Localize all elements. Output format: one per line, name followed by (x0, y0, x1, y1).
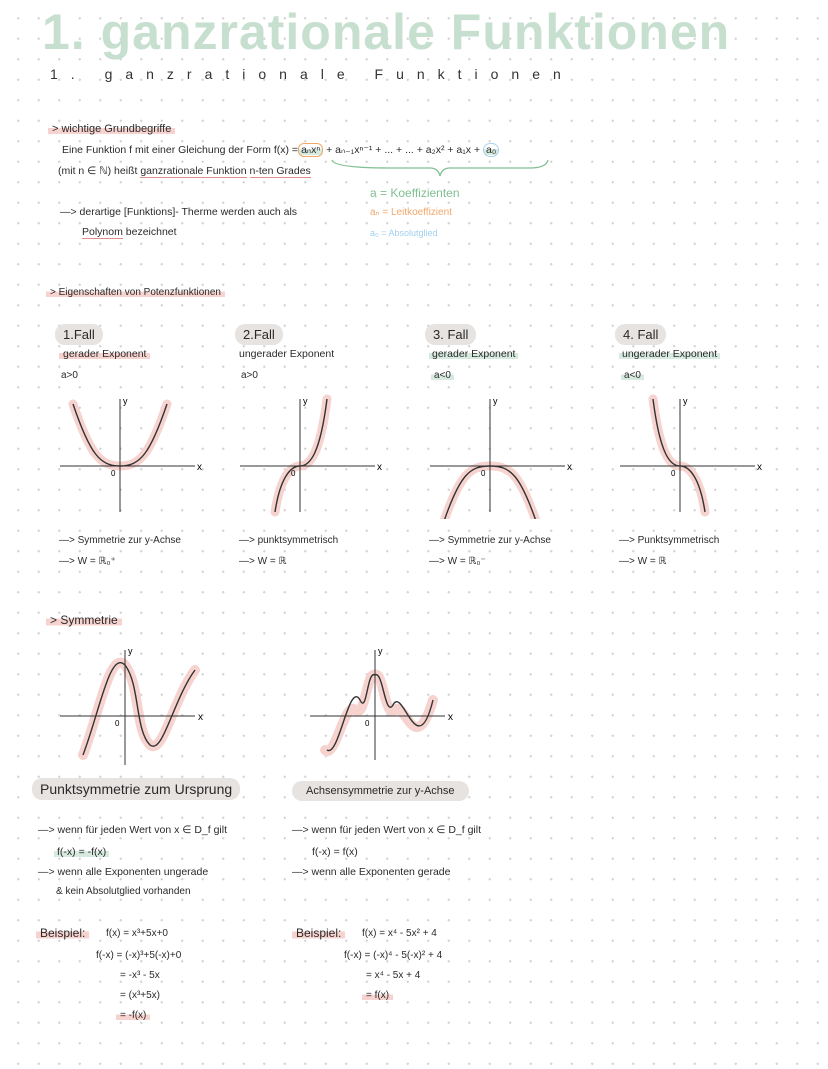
case-title: 1.Fall (55, 324, 103, 345)
heading-text: > Symmetrie (46, 613, 122, 627)
case-title: 2.Fall (235, 324, 283, 345)
origin-label: 0 (115, 719, 120, 728)
case-note-symmetry: —> Punktsymmetrisch (619, 535, 720, 546)
equation-text: f(-x) = -f(x) (54, 846, 109, 858)
example-left-line: = -x³ - 5x (120, 970, 160, 981)
axis-x-label: x (377, 462, 382, 473)
case-condition (241, 370, 258, 381)
example-label-left (36, 926, 89, 940)
section-heading-symmetrie (46, 613, 122, 627)
example-left-line: f(-x) = (-x)³+5(-x)+0 (96, 950, 182, 961)
origin-label: 0 (481, 469, 486, 478)
formula-fx: f(x) = (273, 144, 299, 156)
axis-x-label: x (448, 712, 453, 723)
legend-absolutglied: a₀ = Absolutglied (370, 228, 438, 238)
legend-koeffizienten: a = Koeffizienten (370, 186, 460, 200)
heading-text: > wichtige Grundbegriffe (48, 123, 175, 135)
point-symmetry-exponents: —> wenn alle Exponenten ungerade (38, 866, 209, 878)
point-symmetry-title: Punktsymmetrie zum Ursprung (32, 778, 240, 800)
curly-brace (330, 158, 550, 180)
axis-x-label: x (198, 712, 203, 723)
axis-y-label: y (683, 396, 688, 406)
axis-symmetry-condition: —> wenn für jeden Wert von x ∈ D_f gilt (292, 824, 481, 836)
example-left-line: = (x³+5x) (120, 990, 161, 1001)
polynom-note-line-2 (82, 226, 177, 238)
case-condition (431, 370, 454, 381)
axis-y-label: y (303, 396, 308, 406)
case-exponent (59, 348, 150, 360)
axis-symmetry-title: Achsensymmetrie zur y-Achse (292, 781, 469, 801)
result-text: = f(x) (362, 990, 393, 1001)
label-text: Beispiel: (292, 926, 345, 940)
legend-leitkoeffizient: aₙ = Leitkoeffizient (370, 207, 452, 218)
axis-y-label: y (123, 396, 128, 406)
case-condition (621, 370, 644, 381)
origin-label: 0 (291, 469, 296, 478)
case-title: 4. Fall (615, 324, 666, 345)
axis-y-label: y (493, 396, 498, 406)
example-right-result (362, 990, 393, 1001)
example-label-right (292, 926, 345, 940)
heading-text: > Eigenschaften von Potenzfunktionen (46, 287, 225, 298)
condition-text: a>0 (241, 370, 258, 381)
point-symmetry-absolute: & kein Absolutglied vorhanden (56, 886, 191, 897)
case-note-range: —> W = ℝ₀⁺ (59, 556, 116, 567)
exponent-text: ungerader Exponent (239, 348, 335, 360)
term-polynom: Polynom (82, 226, 123, 238)
formula-leading-term: aₙxⁿ (298, 143, 323, 157)
definition-line-1 (62, 144, 499, 156)
case-exponent (619, 348, 720, 360)
case-title: 3. Fall (425, 324, 476, 345)
origin-label: 0 (671, 469, 676, 478)
axis-symmetry-equation: f(-x) = f(x) (312, 846, 358, 858)
case-graph (55, 394, 205, 519)
case-graph (615, 394, 765, 519)
term-ganzrationale-funktion: ganzrationale Funktion (140, 165, 247, 177)
origin-label: 0 (111, 469, 116, 478)
section-heading-grundbegriffe (48, 123, 175, 135)
example-right-line: = x⁴ - 5x + 4 (366, 970, 421, 981)
axis-symmetry-exponents: —> wenn alle Exponenten gerade (292, 866, 451, 878)
example-left-result (116, 1010, 150, 1021)
example-left-line: f(x) = x³+5x+0 (106, 928, 168, 939)
page-title-background: 1. ganzrationale Funktionen (42, 4, 731, 60)
formula-middle-terms: + aₙ₋₁xⁿ⁻¹ + ... + ... + a₂x² + a₁x + (326, 144, 481, 156)
graph-axis-symmetric (305, 640, 465, 765)
case-note-symmetry: —> Symmetrie zur y-Achse (429, 535, 551, 546)
axis-y-label: y (128, 646, 133, 656)
definition-text: Eine Funktion f mit einer Gleichung der Form (62, 144, 271, 156)
exponent-text: gerader Exponent (59, 348, 150, 360)
axis-y-label: y (378, 646, 383, 656)
polynom-note-line-1: —> derartige [Funktions]- Therme werden auch als (60, 206, 298, 218)
case-note-symmetry: —> punktsymmetrisch (239, 535, 339, 546)
axis-x-label: x (567, 462, 572, 473)
section-heading-potenzfunktionen (46, 287, 225, 298)
case-graph (235, 394, 385, 519)
definition-text: (mit n ∈ ℕ) heißt (58, 165, 138, 177)
term-n-ten-grades: n-ten Grades (249, 165, 311, 177)
condition-text: a>0 (61, 370, 78, 381)
page-title: 1. ganzrationale Funktionen (50, 66, 574, 82)
case-note-range: —> W = ℝ (619, 556, 667, 567)
case-note-range: —> W = ℝ (239, 556, 287, 567)
definition-line-2 (58, 165, 311, 177)
result-text: = -f(x) (116, 1010, 150, 1021)
graph-point-symmetric (55, 640, 215, 765)
case-note-range: —> W = ℝ₀⁻ (429, 556, 486, 567)
example-right-line: f(x) = x⁴ - 5x² + 4 (362, 928, 437, 939)
case-graph (425, 394, 575, 519)
origin-label: 0 (365, 719, 370, 728)
exponent-text: gerader Exponent (429, 348, 518, 360)
case-exponent (239, 348, 334, 360)
label-text: Beispiel: (36, 926, 89, 940)
axis-x-label: x (757, 462, 762, 473)
case-note-symmetry: —> Symmetrie zur y-Achse (59, 535, 181, 546)
axis-x-label: x (197, 462, 202, 473)
case-condition (61, 370, 78, 381)
condition-text: a<0 (621, 370, 644, 381)
point-symmetry-equation (54, 846, 109, 858)
point-symmetry-condition: —> wenn für jeden Wert von x ∈ D_f gilt (38, 824, 227, 836)
formula-absolute-term: a₀ (483, 143, 499, 157)
exponent-text: ungerader Exponent (619, 348, 720, 360)
example-right-line: f(-x) = (-x)⁴ - 5(-x)² + 4 (344, 950, 443, 961)
note-text: bezeichnet (125, 226, 177, 238)
condition-text: a<0 (431, 370, 454, 381)
case-exponent (429, 348, 518, 360)
